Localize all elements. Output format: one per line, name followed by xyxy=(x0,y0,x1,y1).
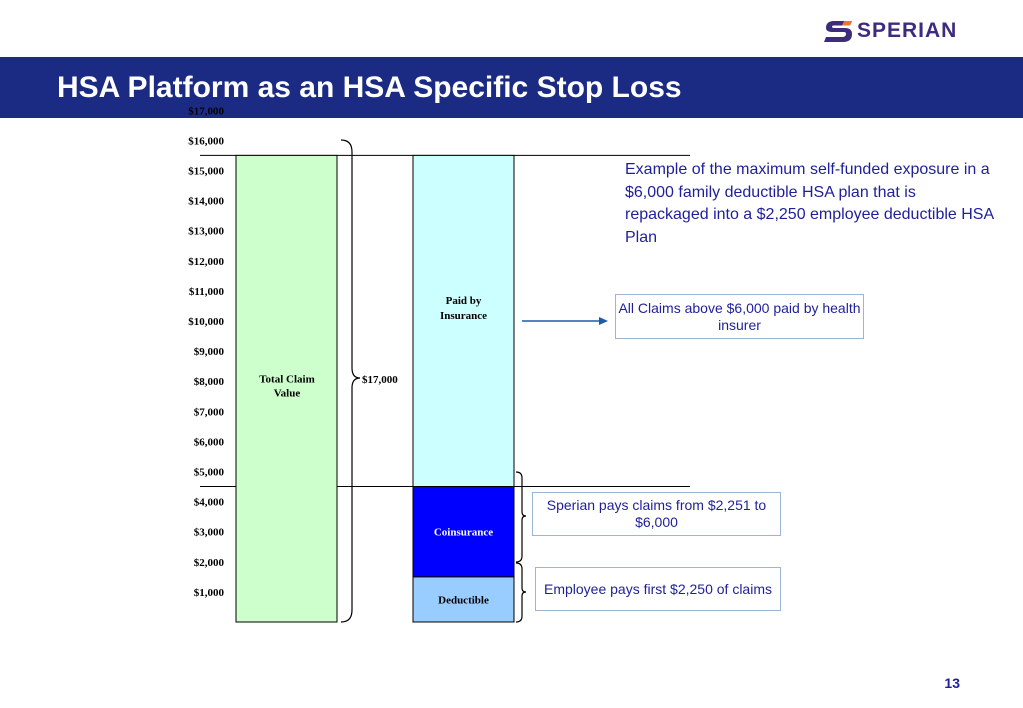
y-tick-label: $16,000 xyxy=(188,135,224,148)
bar-total-claim-label-line2: Value xyxy=(273,387,301,400)
brace-total xyxy=(341,140,360,622)
y-tick-label: $17,000 xyxy=(188,105,224,118)
y-tick-label: $11,000 xyxy=(188,285,224,298)
page-number: 13 xyxy=(944,675,960,691)
example-note: Example of the maximum self-funded exposure in a $6,000 family deductible HSA plan that is repackaged into a $2,250 employee deductible HSA Plan xyxy=(625,161,994,246)
segment-coinsurance-label: Coinsurance xyxy=(433,526,494,539)
brace-total-label: $17,000 xyxy=(362,374,398,386)
brace-deductible xyxy=(516,563,526,622)
callout-deductible xyxy=(535,567,781,611)
y-tick-label: $3,000 xyxy=(193,526,224,539)
y-tick-label: $10,000 xyxy=(188,316,224,328)
y-tick-label: $4,000 xyxy=(193,496,224,509)
y-tick-label: $15,000 xyxy=(188,165,224,178)
arrow-head-icon xyxy=(599,317,608,325)
segment-deductible-label: Deductible xyxy=(438,594,489,607)
callout-insurance-text: All Claims above $6,000 paid by health insurer xyxy=(618,299,861,333)
page-title: HSA Platform as an HSA Specific Stop Loss xyxy=(57,71,682,104)
sperian-logo-text: SPERIAN xyxy=(857,19,958,42)
segment-paid-by-insurance-label-line2: Insurance xyxy=(439,310,488,322)
callout-insurance xyxy=(615,294,864,339)
y-tick-label: $5,000 xyxy=(193,466,224,479)
brace-coinsurance xyxy=(516,472,526,562)
y-tick-label: $7,000 xyxy=(193,406,224,419)
y-tick-label: $1,000 xyxy=(193,586,224,599)
y-tick-label: $14,000 xyxy=(188,195,224,208)
y-tick-label: $9,000 xyxy=(193,346,224,359)
y-tick-label: $8,000 xyxy=(193,376,224,389)
segment-paid-by-insurance-label: Paid by xyxy=(445,295,482,307)
y-tick-label: $2,000 xyxy=(193,556,224,569)
y-tick-label: $13,000 xyxy=(188,225,224,238)
bar-total-claim-label: Total Claim xyxy=(259,373,315,386)
callout-deductible-text: Employee pays first $2,250 of claims xyxy=(544,580,772,597)
callout-coinsurance-text: Sperian pays claims from $2,251 to $6,000 xyxy=(546,497,767,530)
y-tick-label: $6,000 xyxy=(193,436,224,449)
y-tick-label: $12,000 xyxy=(188,255,224,268)
callout-coinsurance xyxy=(532,492,781,536)
